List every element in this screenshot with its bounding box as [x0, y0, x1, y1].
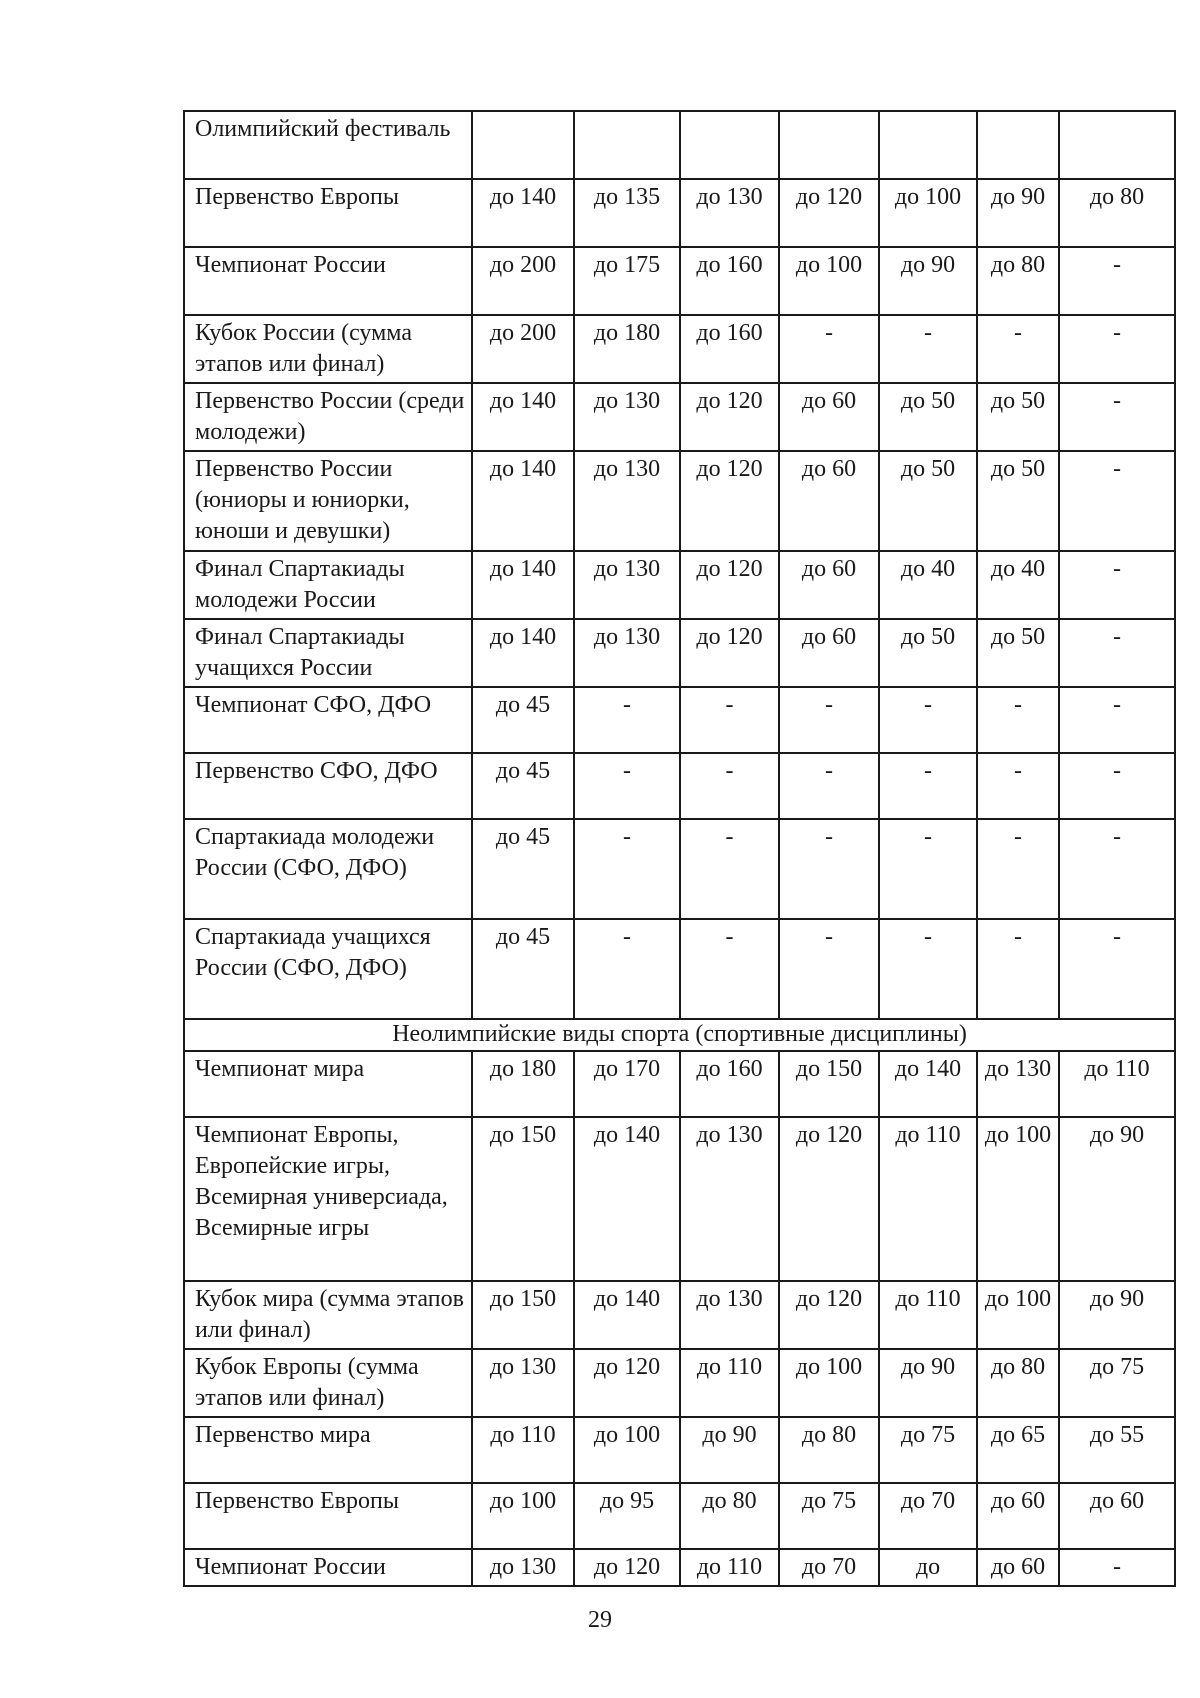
- table-cell: до 50: [879, 619, 977, 687]
- table-cell: до 180: [472, 1051, 574, 1117]
- table-cell: -: [879, 753, 977, 819]
- table-cell: -: [574, 919, 680, 1019]
- table-cell: -: [779, 919, 879, 1019]
- table-cell: до 90: [1059, 1117, 1175, 1281]
- table-cell: до 50: [879, 383, 977, 451]
- table-cell: до 120: [680, 619, 779, 687]
- table-cell: -: [879, 819, 977, 919]
- table-cell: до 170: [574, 1051, 680, 1117]
- table-cell: до 90: [680, 1417, 779, 1483]
- table-row: [184, 383, 1175, 451]
- table-cell: до 110: [1059, 1051, 1175, 1117]
- table-cell: до 180: [574, 315, 680, 383]
- table-cell: -: [1059, 315, 1175, 383]
- table-row: [184, 315, 1175, 383]
- table-cell: -: [1059, 753, 1175, 819]
- table-cell: до 100: [472, 1483, 574, 1549]
- row-label: Первенство Европы: [184, 1483, 472, 1549]
- table-cell: до 130: [574, 619, 680, 687]
- table-cell: до 120: [680, 451, 779, 551]
- table-cell: [779, 111, 879, 179]
- table-cell: до 100: [879, 179, 977, 247]
- table-cell: -: [680, 919, 779, 1019]
- table-cell: до 100: [779, 1349, 879, 1417]
- table-cell: до 60: [779, 451, 879, 551]
- table-cell: до 50: [977, 383, 1059, 451]
- table-cell: -: [879, 919, 977, 1019]
- table-cell: до 110: [879, 1117, 977, 1281]
- table-cell: до 45: [472, 919, 574, 1019]
- row-label: Первенство России (юниоры и юниорки, юноши и девушки): [184, 451, 472, 551]
- table-cell: до 130: [680, 179, 779, 247]
- table-cell: до 110: [680, 1549, 779, 1586]
- table-cell: до 160: [680, 315, 779, 383]
- table-cell: до 80: [680, 1483, 779, 1549]
- row-label: Финал Спартакиады учащихся России: [184, 619, 472, 687]
- table-cell: до 160: [680, 1051, 779, 1117]
- table-cell: до 100: [574, 1417, 680, 1483]
- table-row: [184, 819, 1175, 919]
- table-cell: [680, 111, 779, 179]
- table-cell: -: [1059, 919, 1175, 1019]
- row-label: Спартакиада молодежи России (СФО, ДФО): [184, 819, 472, 919]
- table-cell: до 110: [472, 1417, 574, 1483]
- table-cell: -: [680, 819, 779, 919]
- table-cell: [977, 111, 1059, 179]
- table-cell: -: [977, 819, 1059, 919]
- table-row: [184, 687, 1175, 753]
- table-cell: до 80: [977, 1349, 1059, 1417]
- table-cell: -: [574, 687, 680, 753]
- table-cell: -: [574, 753, 680, 819]
- table-cell: до 45: [472, 753, 574, 819]
- table-cell: до 70: [879, 1483, 977, 1549]
- table-cell: до 110: [680, 1349, 779, 1417]
- table-cell: до 135: [574, 179, 680, 247]
- table-cell: до 130: [574, 551, 680, 619]
- table-cell: до 175: [574, 247, 680, 315]
- table-row: [184, 1349, 1175, 1417]
- table-cell: -: [1059, 687, 1175, 753]
- table-cell: до 90: [1059, 1281, 1175, 1349]
- table-row: [184, 1051, 1175, 1117]
- table-cell: до 60: [779, 551, 879, 619]
- table-body: [184, 111, 1175, 1586]
- row-label: Финал Спартакиады молодежи России: [184, 551, 472, 619]
- table-cell: -: [977, 753, 1059, 819]
- table-cell: до 140: [574, 1117, 680, 1281]
- table-row: [184, 247, 1175, 315]
- table-cell: до 100: [977, 1117, 1059, 1281]
- table-cell: -: [1059, 551, 1175, 619]
- table-cell: до 75: [779, 1483, 879, 1549]
- row-label: Спартакиада учащихся России (СФО, ДФО): [184, 919, 472, 1019]
- table-cell: до 60: [977, 1549, 1059, 1586]
- row-label: Чемпионат мира: [184, 1051, 472, 1117]
- table-row: [184, 451, 1175, 551]
- table-row: [184, 753, 1175, 819]
- table-cell: до 50: [879, 451, 977, 551]
- row-label: Чемпионат России: [184, 247, 472, 315]
- table-cell: до: [879, 1549, 977, 1586]
- table-row: [184, 179, 1175, 247]
- table-cell: до 120: [779, 1117, 879, 1281]
- table-cell: -: [779, 687, 879, 753]
- table-cell: до 120: [680, 551, 779, 619]
- table-cell: до 130: [977, 1051, 1059, 1117]
- table-cell: до 55: [1059, 1417, 1175, 1483]
- table-cell: до 120: [680, 383, 779, 451]
- table-cell: -: [1059, 247, 1175, 315]
- row-label: Кубок мира (сумма этапов или финал): [184, 1281, 472, 1349]
- table-cell: до 75: [1059, 1349, 1175, 1417]
- table-cell: до 60: [977, 1483, 1059, 1549]
- table-cell: -: [1059, 819, 1175, 919]
- table-cell: [879, 111, 977, 179]
- table-cell: до 120: [574, 1349, 680, 1417]
- table-cell: до 120: [779, 1281, 879, 1349]
- table-row: [184, 1117, 1175, 1281]
- table-cell: до 130: [472, 1549, 574, 1586]
- table-cell: до 95: [574, 1483, 680, 1549]
- row-label: Первенство мира: [184, 1417, 472, 1483]
- table-row: [184, 111, 1175, 179]
- table-cell: до 140: [472, 619, 574, 687]
- table-cell: до 140: [472, 179, 574, 247]
- table-cell: до 150: [472, 1117, 574, 1281]
- table-cell: до 150: [472, 1281, 574, 1349]
- table-cell: [574, 111, 680, 179]
- table-cell: -: [977, 687, 1059, 753]
- table-cell: до 80: [779, 1417, 879, 1483]
- table-cell: до 140: [472, 383, 574, 451]
- table-cell: до 60: [779, 383, 879, 451]
- table-cell: до 80: [1059, 179, 1175, 247]
- table-cell: -: [977, 315, 1059, 383]
- table-cell: [472, 111, 574, 179]
- table-cell: -: [1059, 451, 1175, 551]
- table-cell: -: [779, 753, 879, 819]
- table-cell: до 45: [472, 687, 574, 753]
- table-cell: до 100: [977, 1281, 1059, 1349]
- table-cell: до 100: [779, 247, 879, 315]
- table-cell: до 130: [680, 1281, 779, 1349]
- table-row: [184, 619, 1175, 687]
- row-label: Кубок России (сумма этапов или финал): [184, 315, 472, 383]
- row-label: Чемпионат Европы, Европейские игры, Всемирная универсиада, Всемирные игры: [184, 1117, 472, 1281]
- table-cell: -: [779, 819, 879, 919]
- table-cell: до 120: [574, 1549, 680, 1586]
- row-label: Чемпионат СФО, ДФО: [184, 687, 472, 753]
- table-cell: до 140: [879, 1051, 977, 1117]
- table-cell: до 75: [879, 1417, 977, 1483]
- table-cell: -: [879, 315, 977, 383]
- row-label: Первенство Европы: [184, 179, 472, 247]
- table-cell: до 40: [879, 551, 977, 619]
- table-cell: до 90: [879, 247, 977, 315]
- table-cell: до 130: [574, 451, 680, 551]
- table-cell: до 50: [977, 451, 1059, 551]
- table-cell: до 80: [977, 247, 1059, 315]
- section-header-row: [184, 1019, 1175, 1051]
- table-cell: до 200: [472, 247, 574, 315]
- table-cell: до 70: [779, 1549, 879, 1586]
- table-cell: до 50: [977, 619, 1059, 687]
- sport-ranking-table: [183, 110, 1176, 1587]
- table-cell: до 130: [472, 1349, 574, 1417]
- table-cell: до 120: [779, 179, 879, 247]
- table-row: [184, 1281, 1175, 1349]
- table-cell: до 140: [472, 551, 574, 619]
- table-cell: до 150: [779, 1051, 879, 1117]
- table-cell: до 130: [574, 383, 680, 451]
- table-cell: -: [574, 819, 680, 919]
- table-cell: до 45: [472, 819, 574, 919]
- table-cell: до 90: [879, 1349, 977, 1417]
- table-cell: до 65: [977, 1417, 1059, 1483]
- row-label: Первенство России (среди молодежи): [184, 383, 472, 451]
- row-label: Олимпийский фестиваль: [184, 111, 472, 179]
- table-cell: до 200: [472, 315, 574, 383]
- table-row: [184, 1549, 1175, 1586]
- table-cell: -: [680, 687, 779, 753]
- table-row: [184, 1483, 1175, 1549]
- row-label: Чемпионат России: [184, 1549, 472, 1586]
- table-cell: до 40: [977, 551, 1059, 619]
- table-cell: -: [680, 753, 779, 819]
- table-cell: до 110: [879, 1281, 977, 1349]
- table-cell: -: [879, 687, 977, 753]
- table-row: [184, 1417, 1175, 1483]
- table-cell: до 140: [472, 451, 574, 551]
- table-row: [184, 919, 1175, 1019]
- row-label: Кубок Европы (сумма этапов или финал): [184, 1349, 472, 1417]
- table-cell: [1059, 111, 1175, 179]
- row-label: Первенство СФО, ДФО: [184, 753, 472, 819]
- table-cell: -: [1059, 619, 1175, 687]
- table-cell: -: [1059, 1549, 1175, 1586]
- table-cell: до 90: [977, 179, 1059, 247]
- table-cell: -: [1059, 383, 1175, 451]
- table-cell: до 60: [1059, 1483, 1175, 1549]
- section-title: Неолимпийские виды спорта (спортивные дисциплины): [184, 1019, 1175, 1051]
- page-number: 29: [588, 1607, 612, 1633]
- table-cell: до 60: [779, 619, 879, 687]
- table-cell: -: [779, 315, 879, 383]
- table-cell: до 130: [680, 1117, 779, 1281]
- table-cell: до 140: [574, 1281, 680, 1349]
- table-row: [184, 551, 1175, 619]
- table-cell: -: [977, 919, 1059, 1019]
- table-cell: до 160: [680, 247, 779, 315]
